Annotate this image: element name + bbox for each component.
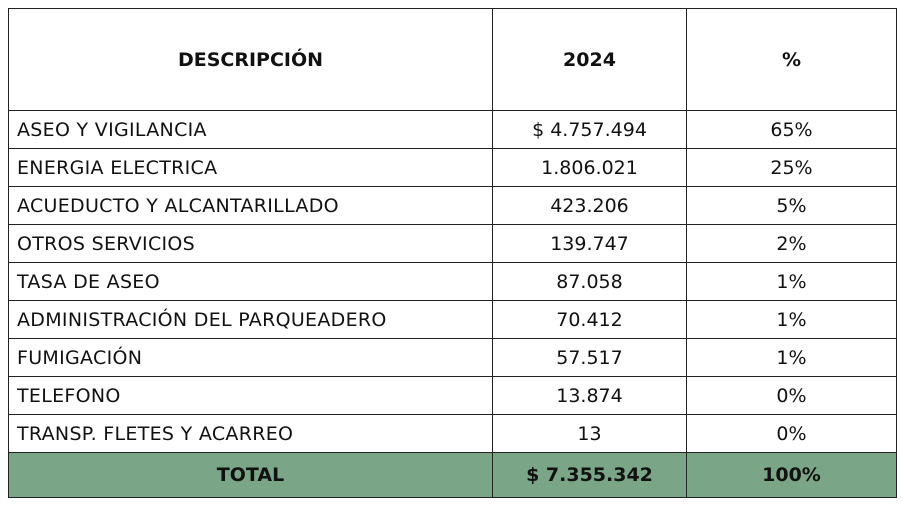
header-percent: % <box>687 9 897 111</box>
row-value: 87.058 <box>493 263 687 301</box>
row-description: ASEO Y VIGILANCIA <box>9 111 493 149</box>
row-description: ADMINISTRACIÓN DEL PARQUEADERO <box>9 301 493 339</box>
row-description: TELEFONO <box>9 377 493 415</box>
total-value: $ 7.355.342 <box>493 453 687 498</box>
row-description: TASA DE ASEO <box>9 263 493 301</box>
header-description: DESCRIPCIÓN <box>9 9 493 111</box>
row-value: $ 4.757.494 <box>493 111 687 149</box>
row-percent: 1% <box>687 339 897 377</box>
row-value: 423.206 <box>493 187 687 225</box>
row-percent: 1% <box>687 263 897 301</box>
expenses-table <box>8 8 897 498</box>
row-percent: 0% <box>687 377 897 415</box>
table-row <box>9 111 897 149</box>
table-row <box>9 415 897 453</box>
row-value: 1.806.021 <box>493 149 687 187</box>
row-percent: 2% <box>687 225 897 263</box>
table-row <box>9 149 897 187</box>
table-row <box>9 263 897 301</box>
row-value: 57.517 <box>493 339 687 377</box>
row-percent: 5% <box>687 187 897 225</box>
table-row <box>9 301 897 339</box>
row-percent: 65% <box>687 111 897 149</box>
header-year: 2024 <box>493 9 687 111</box>
row-value: 13.874 <box>493 377 687 415</box>
row-percent: 0% <box>687 415 897 453</box>
row-value: 13 <box>493 415 687 453</box>
table-row <box>9 187 897 225</box>
row-percent: 25% <box>687 149 897 187</box>
table-header-row <box>9 9 897 111</box>
row-description: ENERGIA ELECTRICA <box>9 149 493 187</box>
total-label: TOTAL <box>9 453 493 498</box>
row-value: 139.747 <box>493 225 687 263</box>
row-description: TRANSP. FLETES Y ACARREO <box>9 415 493 453</box>
table-row <box>9 225 897 263</box>
table-row <box>9 377 897 415</box>
row-value: 70.412 <box>493 301 687 339</box>
total-row <box>9 453 897 498</box>
row-percent: 1% <box>687 301 897 339</box>
row-description: FUMIGACIÓN <box>9 339 493 377</box>
row-description: OTROS SERVICIOS <box>9 225 493 263</box>
table-row <box>9 339 897 377</box>
total-percent: 100% <box>687 453 897 498</box>
row-description: ACUEDUCTO Y ALCANTARILLADO <box>9 187 493 225</box>
